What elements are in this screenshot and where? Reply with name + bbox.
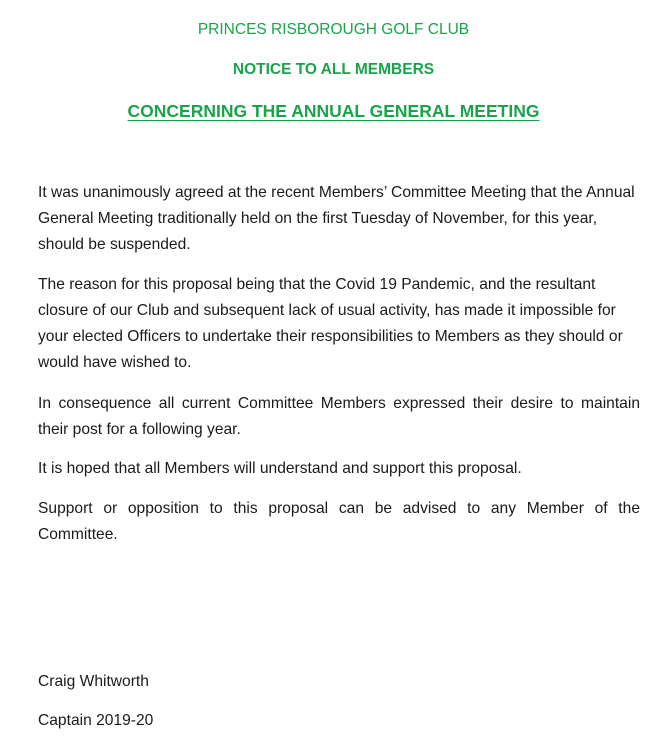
notice-title: NOTICE TO ALL MEMBERS bbox=[232, 61, 435, 78]
signature-title: Captain 2019-20 bbox=[38, 712, 154, 729]
paragraph-hope: It is hoped that all Members will understand and support this proposal. bbox=[38, 460, 522, 477]
paragraph-reason: The reason for this proposal being that the Covid 19 Pandemic, and the resultant closure of our Club and subsequent lack of usual activity, has made it impossible for your elected Officers to undertake their responsibilities to Members as they should or would have wished to. bbox=[38, 276, 623, 371]
notice-subject: CONCERNING THE ANNUAL GENERAL MEETING bbox=[127, 101, 540, 121]
signature-name: Craig Whitworth bbox=[38, 673, 149, 690]
club-name: PRINCES RISBOROUGH GOLF CLUB bbox=[197, 21, 470, 38]
paragraph-agreement: It was unanimously agreed at the recent Members’ Committee Meeting that the Annual General Meeting traditionally held on the first Tuesday of November, for this year, should be suspended. bbox=[38, 184, 635, 253]
paragraph-consequence: In consequence all current Committee Members expressed their desire to maintain their post for a following year. bbox=[38, 395, 640, 438]
paragraph-feedback: Support or opposition to this proposal can be advised to any Member of the Committee. bbox=[38, 500, 640, 543]
